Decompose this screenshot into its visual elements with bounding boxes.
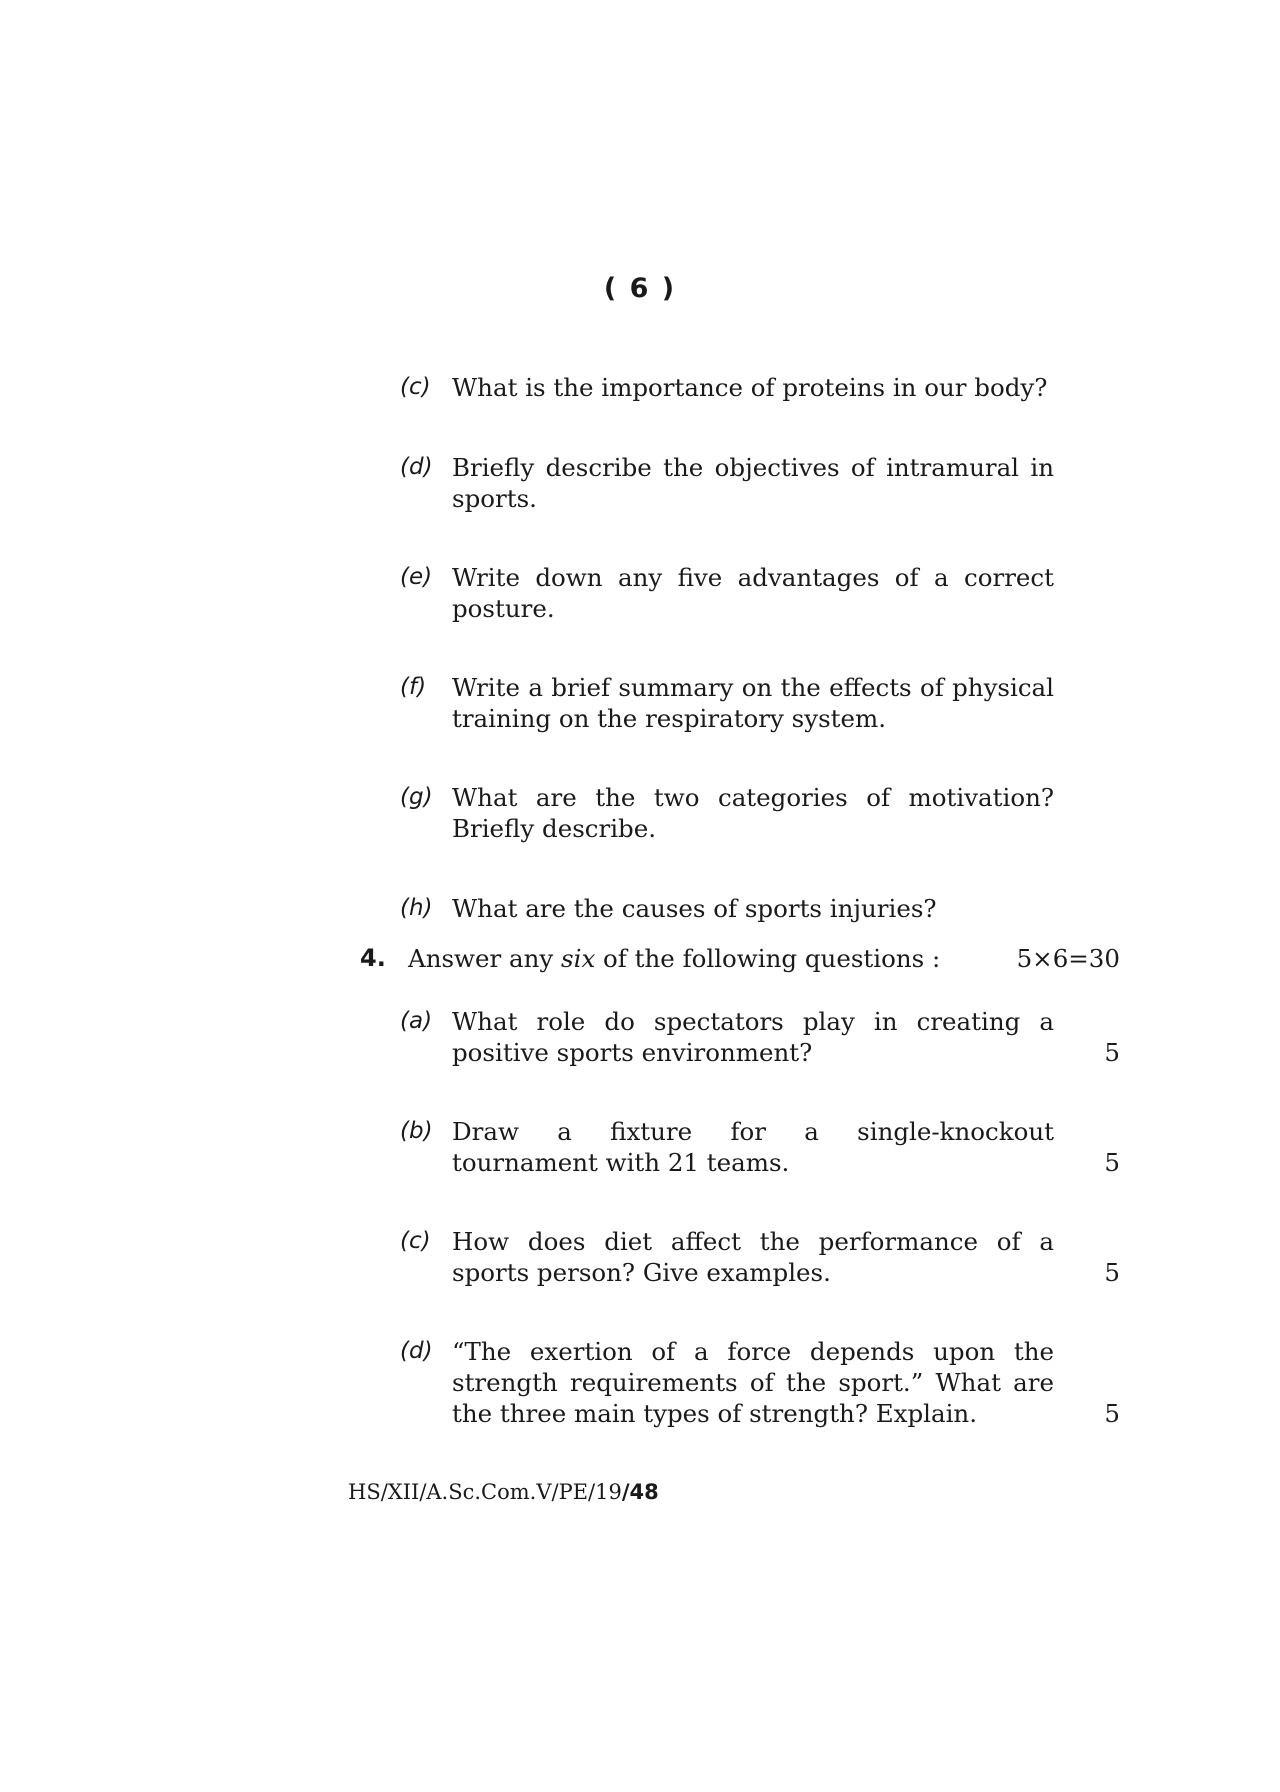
question-text: What role do spectators play in creating a positive sports environment? xyxy=(452,1007,1054,1067)
question-label: (h) xyxy=(400,895,433,921)
question-label: (c) xyxy=(400,374,431,400)
question-4d xyxy=(400,1336,1120,1429)
question-3d xyxy=(400,452,1120,514)
question-text: How does diet affect the performance of a sports person? Give examples. xyxy=(452,1227,1054,1287)
question-3c xyxy=(400,372,1120,403)
question-3e xyxy=(400,562,1120,624)
question-3f xyxy=(400,672,1120,734)
paper-code-footer xyxy=(348,1478,659,1506)
question-text: Write a brief summary on the effects of physical training on the respiratory system. xyxy=(452,673,1054,733)
question-label: (f) xyxy=(400,674,427,700)
instruction-text-post: of the following questions : xyxy=(595,944,941,973)
question-text: Draw a fixture for a single-knockout tournament with 21 teams. xyxy=(452,1117,1054,1177)
question-marks: 5 xyxy=(1104,1399,1120,1428)
question-marks: 5 xyxy=(1104,1258,1120,1287)
question-label: (a) xyxy=(400,1008,433,1034)
page-number: ( 6 ) xyxy=(603,273,677,304)
instruction-text-pre: Answer any xyxy=(408,944,562,973)
paper-code: HS/XII/A.Sc.Com.V/PE/19 xyxy=(348,1480,622,1504)
question-text: “The exertion of a force depends upon the strength requirements of the sport.” What are the three main types of strength? Explain. xyxy=(452,1337,1054,1428)
question-4-heading xyxy=(360,943,1120,974)
paper-code-suffix: /48 xyxy=(621,1480,659,1504)
question-marks: 5 xyxy=(1104,1148,1120,1177)
question-marks: 5×6=30 xyxy=(1016,944,1120,973)
question-3h xyxy=(400,893,1120,924)
question-text: Briefly describe the objectives of intramural in sports. xyxy=(452,453,1054,513)
question-text: What is the importance of proteins in our body? xyxy=(452,373,1048,402)
question-text: What are the causes of sports injuries? xyxy=(452,894,937,923)
question-text: Write down any five advantages of a correct posture. xyxy=(452,563,1054,623)
question-4c xyxy=(400,1226,1120,1288)
question-3g xyxy=(400,782,1120,844)
instruction-emphasis: six xyxy=(561,944,596,973)
question-4b xyxy=(400,1116,1120,1178)
question-text: What are the two categories of motivation? Briefly describe. xyxy=(452,783,1054,843)
question-number: 4. xyxy=(360,944,386,972)
question-instruction xyxy=(408,943,940,974)
question-4a xyxy=(400,1006,1120,1068)
question-label: (b) xyxy=(400,1118,433,1144)
question-label: (d) xyxy=(400,454,433,480)
question-label: (c) xyxy=(400,1228,431,1254)
question-label: (g) xyxy=(400,784,433,810)
question-label: (d) xyxy=(400,1338,433,1364)
question-marks: 5 xyxy=(1104,1038,1120,1067)
question-label: (e) xyxy=(400,564,433,590)
